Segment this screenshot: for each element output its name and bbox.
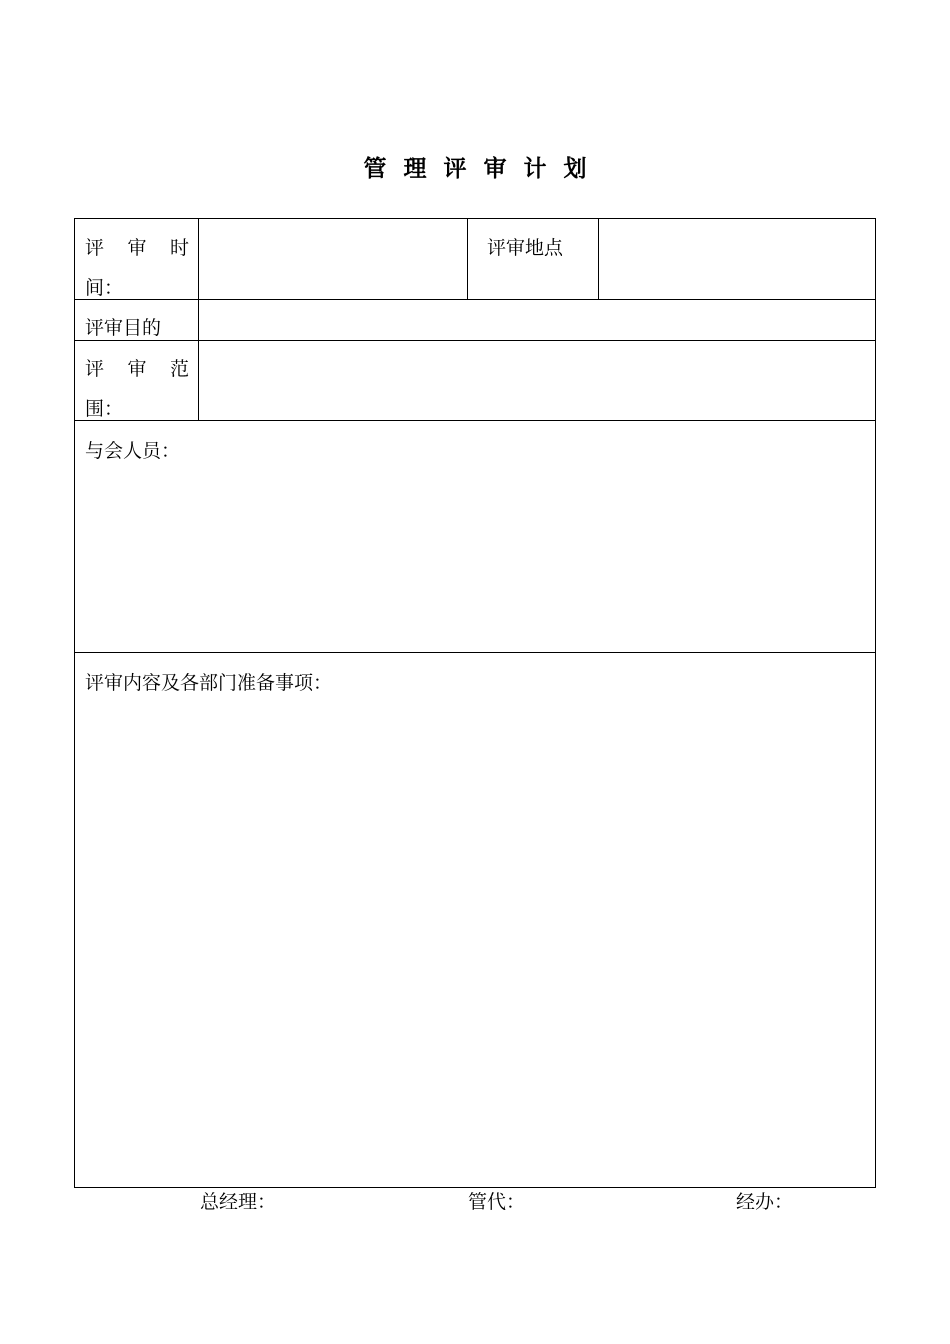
attendees-field[interactable] — [85, 471, 865, 641]
review-time-label-char: 评 — [85, 237, 105, 259]
row-divider-4 — [75, 652, 875, 653]
review-scope-label-line2: 围： — [85, 398, 124, 420]
handler-signature-label: 经办： — [736, 1191, 794, 1213]
review-plan-form — [74, 218, 876, 1188]
document-title: 管理评审计划 — [363, 155, 604, 182]
management-rep-signature-label: 管代： — [468, 1191, 526, 1213]
review-scope-label-char: 审 — [127, 358, 147, 380]
general-manager-signature-label: 总经理： — [200, 1191, 277, 1213]
review-purpose-field[interactable] — [209, 303, 865, 337]
review-scope-label-char: 范 — [169, 358, 189, 380]
review-time-label-line1 — [85, 228, 189, 268]
review-time-label-char: 审 — [127, 237, 147, 259]
review-place-label: 评审地点 — [487, 237, 564, 259]
row-divider-1 — [75, 299, 875, 300]
place-label-left-divider — [467, 219, 468, 299]
review-time-field[interactable] — [209, 228, 459, 290]
review-time-label-char: 时 — [169, 237, 189, 259]
review-time-label-line2: 间： — [85, 277, 124, 299]
row-divider-2 — [75, 340, 875, 341]
review-place-field[interactable] — [609, 228, 865, 290]
review-content-field[interactable] — [85, 705, 865, 1175]
review-scope-label-line1 — [85, 349, 189, 389]
attendees-label: 与会人员： — [85, 440, 181, 462]
review-scope-field[interactable] — [209, 349, 865, 411]
label-column-divider — [198, 219, 199, 420]
review-content-label: 评审内容及各部门准备事项： — [85, 672, 333, 694]
place-label-right-divider — [598, 219, 599, 299]
review-scope-label-char: 评 — [85, 358, 105, 380]
row-divider-3 — [75, 420, 875, 421]
review-purpose-label: 评审目的 — [85, 317, 162, 339]
